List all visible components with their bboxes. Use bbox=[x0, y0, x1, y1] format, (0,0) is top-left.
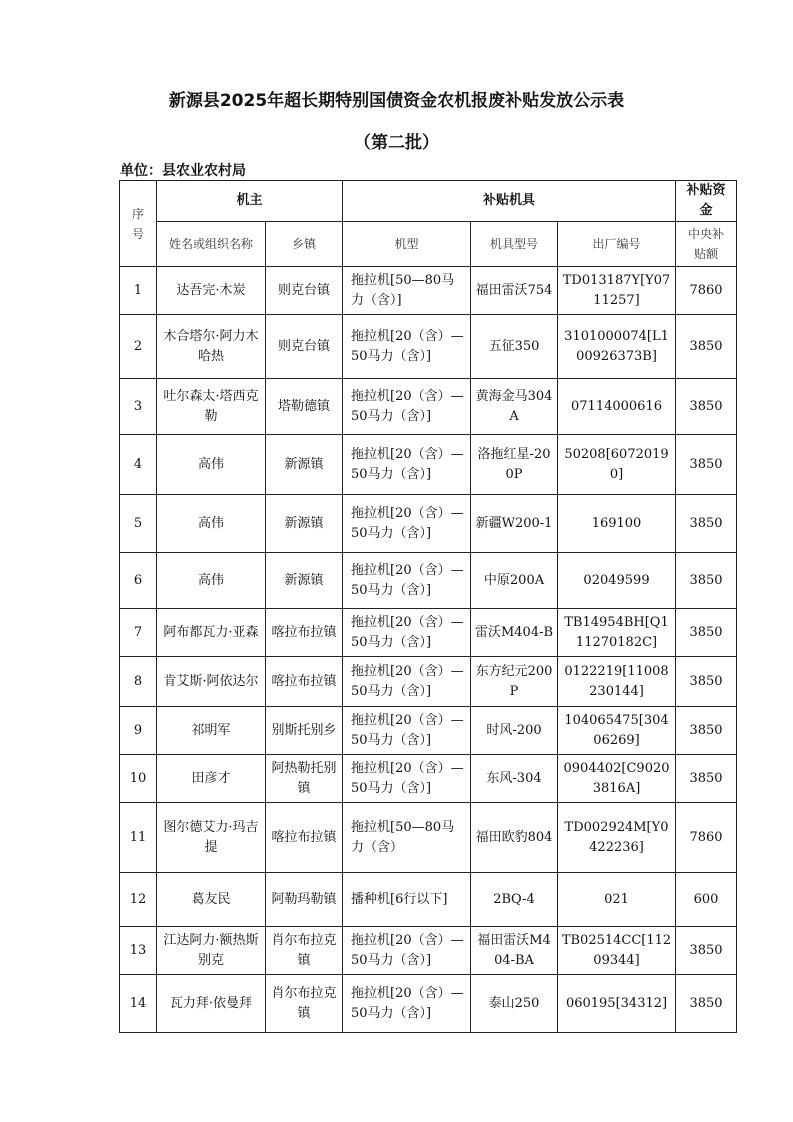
cell-type: 播种机[6行以下] bbox=[343, 873, 471, 927]
cell-serial: 3101000074[L100926373B] bbox=[558, 315, 676, 379]
cell-type: 拖拉机[20（含）—50马力（含）] bbox=[343, 435, 471, 495]
cell-name: 江达阿力·额热斯别克 bbox=[157, 927, 266, 975]
cell-town: 肖尔布拉克镇 bbox=[266, 927, 343, 975]
header-row-1 bbox=[120, 181, 737, 222]
header-type: 机型 bbox=[343, 222, 471, 267]
cell-type: 拖拉机[20（含）—50马力（含）] bbox=[343, 495, 471, 553]
cell-model: 洛拖红星-200P bbox=[471, 435, 558, 495]
cell-serial: 0122219[11008230144] bbox=[558, 657, 676, 707]
table-row bbox=[120, 435, 737, 495]
cell-name: 达吾完·木炭 bbox=[157, 267, 266, 315]
cell-name: 高伟 bbox=[157, 435, 266, 495]
cell-model: 东方纪元200P bbox=[471, 657, 558, 707]
cell-type: 拖拉机[20（含）—50马力（含）] bbox=[343, 315, 471, 379]
cell-seq: 2 bbox=[120, 315, 157, 379]
cell-name: 高伟 bbox=[157, 495, 266, 553]
header-subsidy-group: 补贴资金 bbox=[676, 181, 737, 222]
cell-town: 塔勒德镇 bbox=[266, 379, 343, 435]
cell-serial: TB14954BH[Q111270182C] bbox=[558, 609, 676, 657]
cell-type: 拖拉机[20（含）—50马力（含）] bbox=[343, 379, 471, 435]
cell-type: 拖拉机[20（含）—50马力（含）] bbox=[343, 755, 471, 803]
cell-amount: 600 bbox=[676, 873, 737, 927]
cell-amount: 3850 bbox=[676, 975, 737, 1033]
cell-name: 祁明军 bbox=[157, 707, 266, 755]
cell-town: 肖尔布拉克镇 bbox=[266, 975, 343, 1033]
cell-seq: 12 bbox=[120, 873, 157, 927]
cell-type: 拖拉机[20（含）—50马力（含）] bbox=[343, 927, 471, 975]
cell-seq: 4 bbox=[120, 435, 157, 495]
cell-type: 拖拉机[20（含）—50马力（含）] bbox=[343, 609, 471, 657]
table-row bbox=[120, 707, 737, 755]
cell-name: 瓦力拜·依曼拜 bbox=[157, 975, 266, 1033]
cell-name: 肯艾斯·阿依达尔 bbox=[157, 657, 266, 707]
cell-seq: 14 bbox=[120, 975, 157, 1033]
cell-model: 福田欧豹804 bbox=[471, 803, 558, 873]
cell-model: 雷沃M404-B bbox=[471, 609, 558, 657]
cell-type: 拖拉机[20（含）—50马力（含）] bbox=[343, 707, 471, 755]
unit-label: 单位：县农业农村局 bbox=[120, 163, 246, 179]
cell-amount: 3850 bbox=[676, 657, 737, 707]
table-row bbox=[120, 927, 737, 975]
cell-seq: 7 bbox=[120, 609, 157, 657]
header-serial: 出厂编号 bbox=[558, 222, 676, 267]
cell-town: 喀拉布拉镇 bbox=[266, 609, 343, 657]
header-central: 中央补贴额 bbox=[676, 222, 737, 267]
table-row bbox=[120, 379, 737, 435]
cell-model: 福田雷沃754 bbox=[471, 267, 558, 315]
table-row bbox=[120, 803, 737, 873]
cell-seq: 9 bbox=[120, 707, 157, 755]
cell-town: 则克台镇 bbox=[266, 315, 343, 379]
cell-model: 福田雷沃M404-BA bbox=[471, 927, 558, 975]
cell-model: 东风-304 bbox=[471, 755, 558, 803]
cell-serial: 02049599 bbox=[558, 553, 676, 609]
cell-name: 高伟 bbox=[157, 553, 266, 609]
header-town: 乡镇 bbox=[266, 222, 343, 267]
cell-amount: 3850 bbox=[676, 315, 737, 379]
cell-type: 拖拉机[50—80马力（含） bbox=[343, 803, 471, 873]
cell-amount: 3850 bbox=[676, 495, 737, 553]
cell-town: 新源镇 bbox=[266, 435, 343, 495]
cell-amount: 3850 bbox=[676, 609, 737, 657]
cell-amount: 3850 bbox=[676, 435, 737, 495]
table-row bbox=[120, 553, 737, 609]
cell-seq: 13 bbox=[120, 927, 157, 975]
cell-serial: 169100 bbox=[558, 495, 676, 553]
cell-seq: 11 bbox=[120, 803, 157, 873]
cell-town: 喀拉布拉镇 bbox=[266, 657, 343, 707]
cell-town: 新源镇 bbox=[266, 495, 343, 553]
cell-serial: TD013187Y[Y0711257] bbox=[558, 267, 676, 315]
cell-model: 黄海金马304A bbox=[471, 379, 558, 435]
cell-town: 别斯托别乡 bbox=[266, 707, 343, 755]
cell-model: 五征350 bbox=[471, 315, 558, 379]
cell-amount: 7860 bbox=[676, 267, 737, 315]
cell-seq: 1 bbox=[120, 267, 157, 315]
table-row bbox=[120, 267, 737, 315]
header-row-2 bbox=[120, 222, 737, 267]
cell-serial: 0904402[C90203816A] bbox=[558, 755, 676, 803]
cell-serial: 50208[60720190] bbox=[558, 435, 676, 495]
cell-town: 新源镇 bbox=[266, 553, 343, 609]
cell-model: 中原200A bbox=[471, 553, 558, 609]
cell-name: 吐尔森太·塔西克勒 bbox=[157, 379, 266, 435]
cell-serial: 07114000616 bbox=[558, 379, 676, 435]
table-row bbox=[120, 657, 737, 707]
cell-name: 田彦才 bbox=[157, 755, 266, 803]
document-subtitle: （第二批） bbox=[354, 133, 439, 153]
cell-amount: 3850 bbox=[676, 707, 737, 755]
cell-town: 阿热勒托别镇 bbox=[266, 755, 343, 803]
header-model: 机具型号 bbox=[471, 222, 558, 267]
table-row bbox=[120, 315, 737, 379]
document-title: 新源县2025年超长期特别国债资金农机报废补贴发放公示表 bbox=[168, 91, 625, 111]
cell-seq: 6 bbox=[120, 553, 157, 609]
header-machine-group: 补贴机具 bbox=[343, 181, 676, 222]
cell-amount: 3850 bbox=[676, 927, 737, 975]
cell-serial: 021 bbox=[558, 873, 676, 927]
header-owner-group: 机主 bbox=[157, 181, 343, 222]
cell-amount: 3850 bbox=[676, 553, 737, 609]
header-seq: 序号 bbox=[120, 181, 157, 267]
table-row bbox=[120, 609, 737, 657]
table-row bbox=[120, 755, 737, 803]
cell-serial: TD002924M[Y0422236] bbox=[558, 803, 676, 873]
cell-type: 拖拉机[20（含）—50马力（含）] bbox=[343, 975, 471, 1033]
cell-amount: 3850 bbox=[676, 379, 737, 435]
cell-serial: 060195[34312] bbox=[558, 975, 676, 1033]
cell-name: 图尔德艾力·玛吉提 bbox=[157, 803, 266, 873]
cell-town: 阿勒玛勒镇 bbox=[266, 873, 343, 927]
cell-type: 拖拉机[20（含）—50马力（含）] bbox=[343, 553, 471, 609]
cell-name: 葛友民 bbox=[157, 873, 266, 927]
subsidy-table bbox=[119, 180, 737, 1033]
cell-seq: 8 bbox=[120, 657, 157, 707]
cell-seq: 10 bbox=[120, 755, 157, 803]
header-name: 姓名或组织名称 bbox=[157, 222, 266, 267]
cell-amount: 7860 bbox=[676, 803, 737, 873]
cell-amount: 3850 bbox=[676, 755, 737, 803]
cell-name: 阿布都瓦力·亚森 bbox=[157, 609, 266, 657]
cell-type: 拖拉机[50—80马力（含）] bbox=[343, 267, 471, 315]
table-row bbox=[120, 495, 737, 553]
cell-model: 泰山250 bbox=[471, 975, 558, 1033]
cell-seq: 5 bbox=[120, 495, 157, 553]
table-row bbox=[120, 873, 737, 927]
cell-model: 时风-200 bbox=[471, 707, 558, 755]
cell-serial: TB02514CC[11209344] bbox=[558, 927, 676, 975]
cell-town: 喀拉布拉镇 bbox=[266, 803, 343, 873]
cell-model: 2BQ-4 bbox=[471, 873, 558, 927]
cell-model: 新疆W200-1 bbox=[471, 495, 558, 553]
table-row bbox=[120, 975, 737, 1033]
cell-serial: 104065475[30406269] bbox=[558, 707, 676, 755]
cell-name: 木合塔尔·阿力木哈热 bbox=[157, 315, 266, 379]
cell-type: 拖拉机[20（含）—50马力（含）] bbox=[343, 657, 471, 707]
cell-seq: 3 bbox=[120, 379, 157, 435]
cell-town: 则克台镇 bbox=[266, 267, 343, 315]
